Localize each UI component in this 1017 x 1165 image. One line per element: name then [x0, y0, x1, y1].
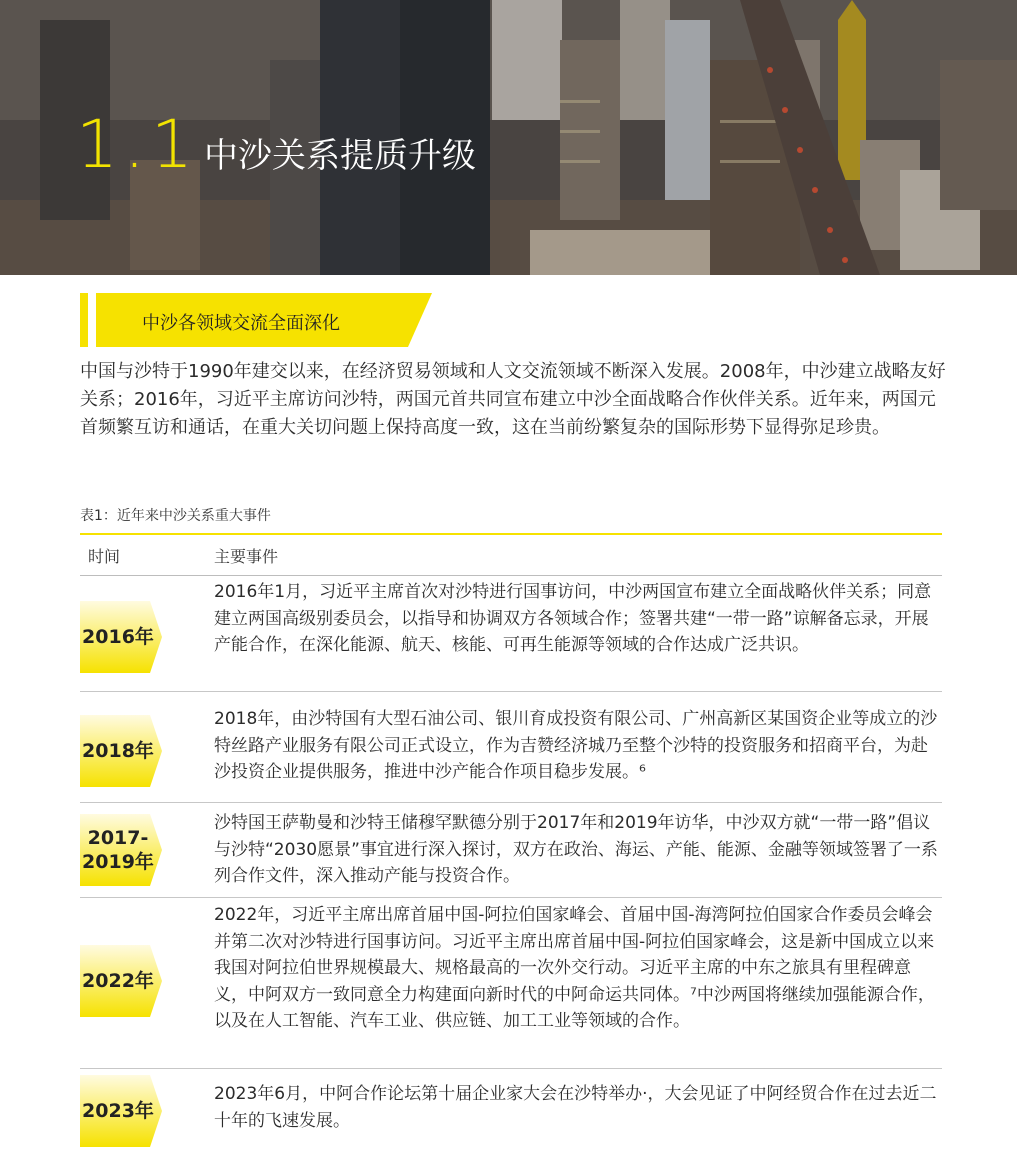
table-row [80, 898, 942, 1069]
table-row [80, 575, 942, 692]
header-event: 主要事件 [214, 547, 279, 566]
subsection-heading [80, 293, 432, 347]
year-badge [80, 945, 162, 1017]
event-text: 2022年，习近平主席出席首届中国-阿拉伯国家峰会、首届中国-海湾阿拉伯国家合作委员会峰会并第二次对沙特进行国事访问。习近平主席出席首届中国-阿拉伯国家峰会，这是新中国成立以来我国对阿拉伯世界规模最大、规格最高的一次外交行动。习近平主席的中东之旅具有里程碑意义，中阿双方一致同意全力构建面向新时代的中阿命运共同体。⁷中沙两国将继续加强能源合作，以及在人工智能、汽车工业、供应链、加工工业等领域的合作。 [214, 905, 935, 1031]
year-label: 2017- 2019年 [82, 827, 154, 873]
year-badge [80, 814, 162, 886]
accent-bar [80, 293, 88, 347]
year-label: 2023年 [82, 1100, 154, 1122]
intro-paragraph: 中国与沙特于1990年建交以来，在经济贸易领域和人文交流领域不断深入发展。2008年，中沙建立战略友好关系；2016年，习近平主席访问沙特，两国元首共同宣布建立中沙全面战略合作伙伴关系。近年来，两国元首频繁互访和通话，在重大关切问题上保持高度一致，这在当前纷繁复杂的国际形势下显得弥足珍贵。 [80, 361, 946, 438]
section-number: 1.1 [76, 106, 199, 183]
subsection-label: 中沙各领域交流全面深化 [142, 313, 340, 334]
table-row [80, 692, 942, 803]
event-text: 2018年，由沙特国有大型石油公司、银川育成投资有限公司、广州高新区某国资企业等成立的沙特丝路产业服务有限公司正式设立，作为吉赞经济城乃至整个沙特的投资服务和招商平台，为赴沙投资企业提供服务，推进中沙产能合作项目稳步发展。⁶ [214, 709, 938, 782]
header-time: 时间 [88, 547, 121, 566]
year-badge [80, 1075, 162, 1147]
year-label: 2016年 [82, 626, 154, 648]
year-badge [80, 601, 162, 673]
year-label: 2018年 [82, 740, 154, 762]
year-badge [80, 715, 162, 787]
table-row [80, 803, 942, 898]
table-row [80, 1069, 942, 1149]
table-caption: 表1：近年来中沙关系重大事件 [80, 508, 271, 524]
event-text: 2023年6月，中阿合作论坛第十届企业家大会在沙特举办·，大会见证了中阿经贸合作在过去近二十年的飞速发展。 [214, 1084, 937, 1131]
section-title: 中沙关系提质升级 [204, 136, 476, 176]
event-text: 2016年1月，习近平主席首次对沙特进行国事访问，中沙两国宣布建立全面战略伙伴关系；同意建立两国高级别委员会，以指导和协调双方各领域合作；签署共建“一带一路”谅解备忘录，开展产能合作，在深化能源、航天、核能、可再生能源等领域的合作达成广泛共识。 [214, 582, 932, 655]
table-header [80, 533, 942, 576]
event-text: 沙特国王萨勒曼和沙特王储穆罕默德分别于2017年和2019年访华，中沙双方就“一带一路”倡议与沙特“2030愿景”事宜进行深入探讨，双方在政治、海运、产能、能源、金融等领域签署了一系列合作文件，深入推动产能与投资合作。 [214, 813, 938, 886]
hero-banner [0, 0, 1017, 275]
year-label: 2022年 [82, 970, 154, 992]
